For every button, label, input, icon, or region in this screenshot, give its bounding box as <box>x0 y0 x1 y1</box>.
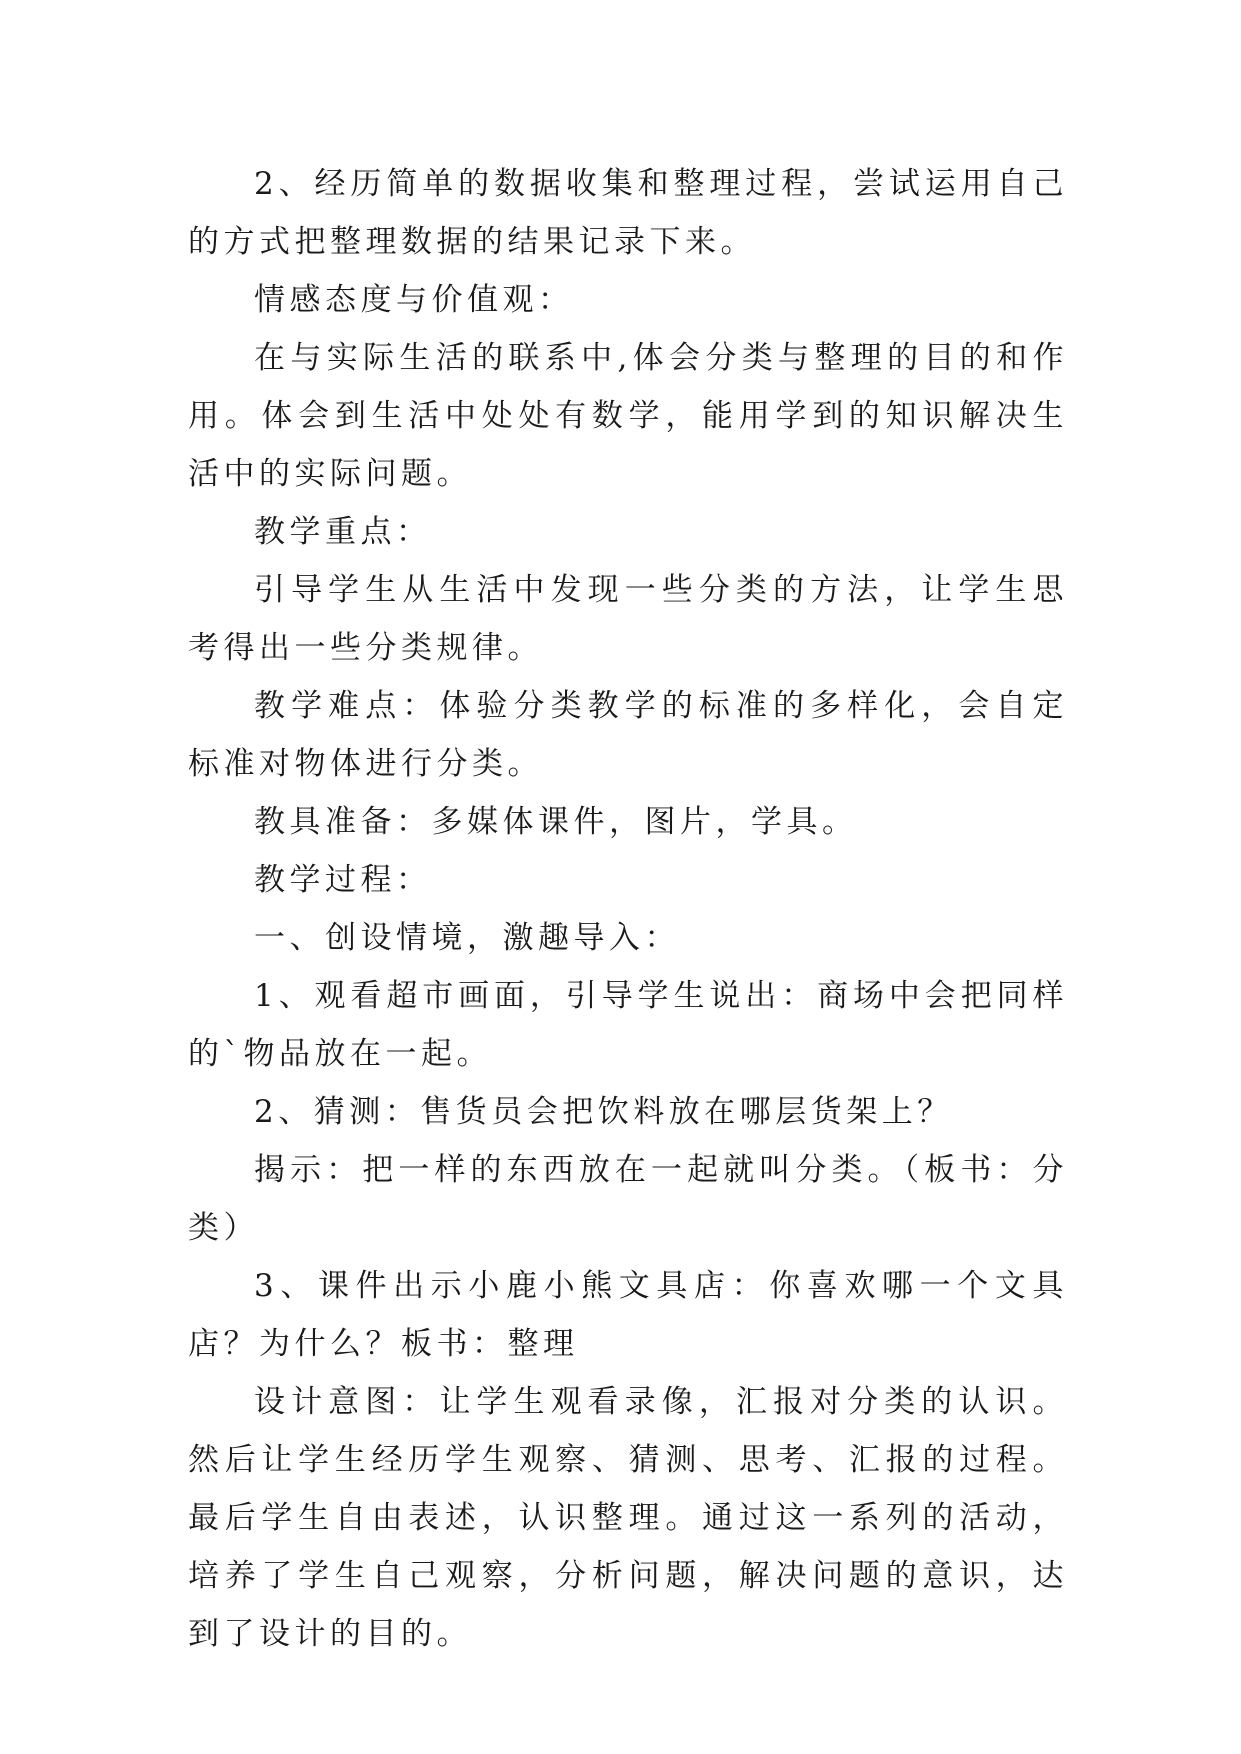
document-body <box>188 155 1068 1663</box>
section-heading: 教学重点： <box>254 514 432 550</box>
paragraph: 2、猜测：售货员会把饮料放在哪层货架上？ <box>254 1094 953 1130</box>
paragraph: 1、观看超市画面，引导学生说出：商场中会把同样的`物品放在一起。 <box>188 978 1068 1072</box>
paragraph: 3、课件出示小鹿小熊文具店：你喜欢哪一个文具店？为什么？板书：整理 <box>188 1268 1068 1362</box>
paragraph: 揭示：把一样的东西放在一起就叫分类。（板书：分类） <box>188 1152 1068 1246</box>
paragraph: 教学难点：体验分类教学的标准的多样化，会自定标准对物体进行分类。 <box>188 688 1068 782</box>
section-heading: 教学过程： <box>254 862 432 898</box>
paragraph: 引导学生从生活中发现一些分类的方法，让学生思考得出一些分类规律。 <box>188 572 1068 666</box>
section-heading: 情感态度与价值观： <box>254 282 574 318</box>
paragraph: 教具准备：多媒体课件，图片，学具。 <box>254 804 858 840</box>
paragraph: 一、创设情境，激趣导入： <box>254 920 680 956</box>
paragraph: 设计意图：让学生观看录像，汇报对分类的认识。然后让学生经历学生观察、猜测、思考、汇报的过程。最后学生自由表述，认识整理。通过这一系列的活动，培养了学生自己观察，分析问题，解决问题的意识，达到了设计的目的。 <box>188 1384 1068 1652</box>
paragraph: 2、经历简单的数据收集和整理过程，尝试运用自己的方式把整理数据的结果记录下来。 <box>188 166 1068 260</box>
paragraph: 在与实际生活的联系中,体会分类与整理的目的和作用。体会到生活中处处有数学，能用学到的知识解决生活中的实际问题。 <box>188 340 1068 492</box>
